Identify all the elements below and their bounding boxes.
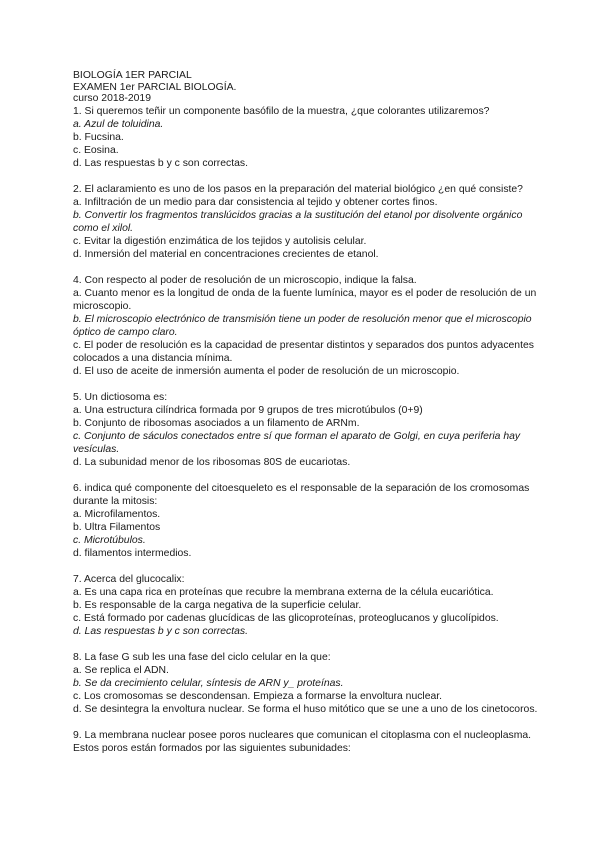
answer-option: b. Se da crecimiento celular, síntesis de ARN y_ proteínas. [73, 677, 344, 689]
question-7 [73, 573, 543, 638]
question-2 [73, 183, 543, 261]
answer-option: c. Conjunto de sáculos conectados entre sí que forman el aparato de Golgi, en cuya periferia hay vesículas. [73, 430, 521, 455]
question-stem: 5. Un dictiosoma es: [73, 391, 168, 403]
question-stem: 9. La membrana nuclear posee poros nucleares que comunican el citoplasma con el nucleoplasma. Estos poros están formados por las siguientes subunidades: [73, 729, 532, 754]
question-1 [73, 105, 543, 170]
answer-option: c. Está formado por cadenas glucídicas de las glicoproteínas, proteoglucanos y glucolípidos. [73, 612, 499, 624]
answer-option: b. Fucsina. [73, 131, 124, 143]
answer-option: a. Microfilamentos. [73, 508, 161, 520]
answer-option: d. Inmersión del material en concentraciones crecientes de etanol. [73, 248, 379, 260]
question-5 [73, 391, 543, 469]
answer-option: a. Azul de toluidina. [73, 118, 164, 130]
answer-option: b. Conjunto de ribosomas asociados a un filamento de ARNm. [73, 417, 360, 429]
answer-option: c. Los cromosomas se descondensan. Empieza a formarse la envoltura nuclear. [73, 690, 443, 702]
answer-option: c. Evitar la digestión enzimática de los tejidos y autolisis celular. [73, 235, 367, 247]
answer-option: d. Las respuestas b y c son correctas. [73, 625, 248, 637]
answer-option: d. La subunidad menor de los ribosomas 80S de eucariotas. [73, 456, 351, 468]
question-stem: 6. indica qué componente del citoesqueleto es el responsable de la separación de los cromosomas durante la mitosis: [73, 482, 530, 507]
exam-document [73, 70, 543, 755]
header-title: BIOLOGÍA 1ER PARCIAL [73, 70, 192, 81]
question-6 [73, 482, 543, 560]
answer-option: d. El uso de aceite de inmersión aumenta el poder de resolución de un microscopio. [73, 365, 460, 377]
answer-option: d. Se desintegra la envoltura nuclear. Se forma el huso mitótico que se une a uno de los cinetocoros. [73, 703, 538, 715]
question-9 [73, 729, 543, 755]
question-stem: 8. La fase G sub les una fase del ciclo celular en la que: [73, 651, 331, 663]
answer-option: b. Convertir los fragmentos translúcidos gracias a la sustitución del etanol por disolvente orgánico como el xilol. [73, 209, 523, 234]
question-stem: 4. Con respecto al poder de resolución de un microscopio, indique la falsa. [73, 274, 417, 286]
answer-option: a. Infiltración de un medio para dar consistencia al tejido y obtener cortes finos. [73, 196, 438, 208]
answer-option: c. El poder de resolución es la capacidad de presentar distintos y separados dos puntos adyacentes colocados a una distancia mínima. [73, 339, 534, 364]
question-stem: 2. El aclaramiento es uno de los pasos en la preparación del material biológico ¿en qué consiste? [73, 183, 523, 195]
answer-option: c. Microtúbulos. [73, 534, 146, 546]
answer-option: b. Es responsable de la carga negativa de la superficie celular. [73, 599, 362, 611]
question-8 [73, 651, 543, 716]
answer-option: a. Se replica el ADN. [73, 664, 169, 676]
answer-option: b. El microscopio electrónico de transmisión tiene un poder de resolución menor que el microscopio óptico de campo claro. [73, 313, 532, 338]
document-header [73, 70, 543, 105]
question-stem: 7. Acerca del glucocalix: [73, 573, 185, 585]
answer-option: d. filamentos intermedios. [73, 547, 192, 559]
answer-option: c. Eosina. [73, 144, 119, 156]
answer-option: a. Es una capa rica en proteínas que recubre la membrana externa de la célula eucariótica. [73, 586, 494, 598]
answer-option: b. Ultra Filamentos [73, 521, 161, 533]
question-4 [73, 274, 543, 378]
header-exam-name: EXAMEN 1er PARCIAL BIOLOGÍA. [73, 81, 237, 93]
question-stem: 1. Si queremos teñir un componente basófilo de la muestra, ¿que colorantes utilizaremos? [73, 105, 490, 117]
answer-option: a. Cuanto menor es la longitud de onda de la fuente lumínica, mayor es el poder de resolución de un microscopio. [73, 287, 537, 312]
header-course-year: curso 2018-2019 [73, 93, 151, 105]
answer-option: d. Las respuestas b y c son correctas. [73, 157, 248, 169]
answer-option: a. Una estructura cilíndrica formada por 9 grupos de tres microtúbulos (0+9) [73, 404, 423, 416]
